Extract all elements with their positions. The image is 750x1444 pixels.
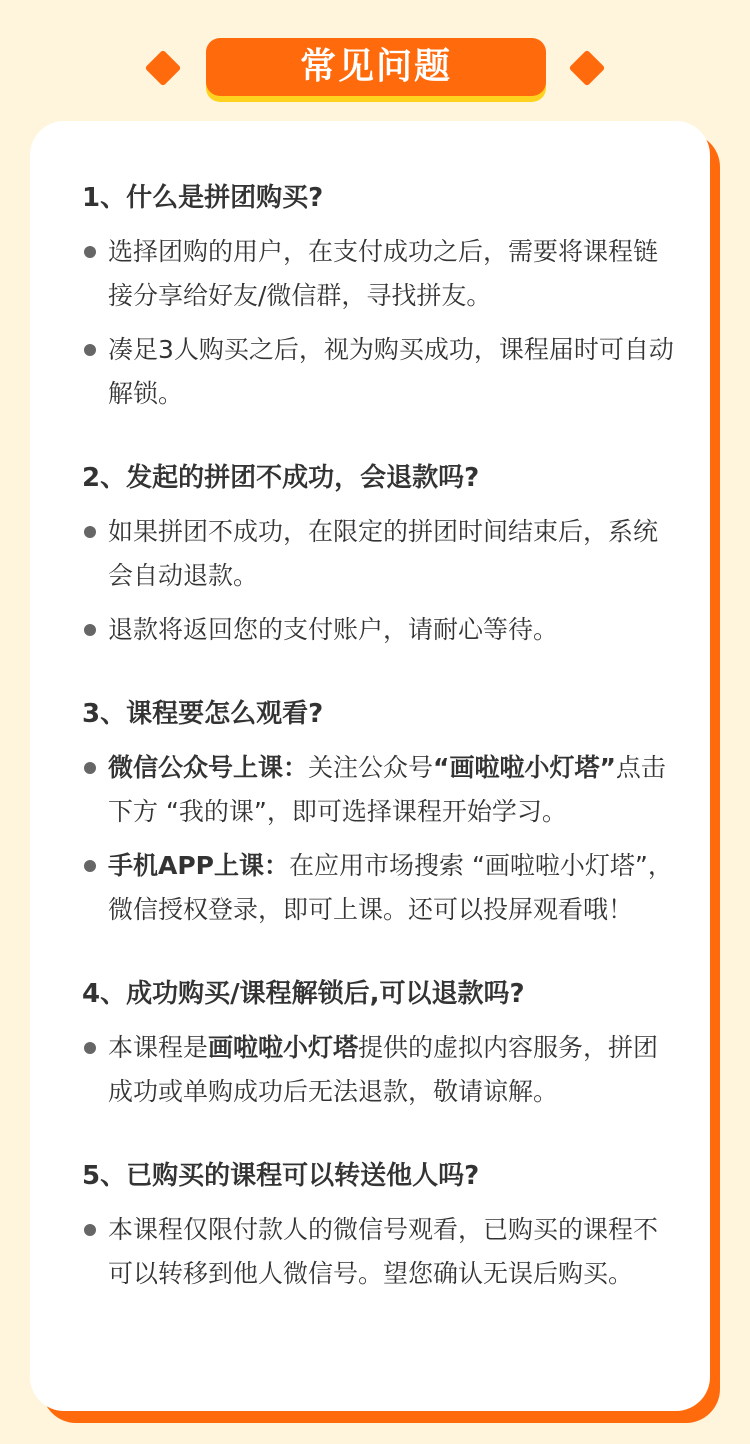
point-text: 关注公众号: [308, 753, 434, 782]
faq-question: 3、课程要怎么观看?: [82, 699, 324, 729]
section-title: [206, 38, 546, 102]
point-lead: 手机APP上课：: [108, 851, 289, 880]
faq-point: [82, 510, 682, 598]
point-lead: 微信公众号上课：: [108, 753, 309, 782]
faq-item-1: [82, 180, 682, 416]
faq-point: [82, 844, 682, 932]
faq-question: 5、已购买的课程可以转送他人吗?: [82, 1161, 480, 1191]
faq-point: [82, 1208, 682, 1296]
faq-question: 2、发起的拼团不成功，会退款吗?: [82, 463, 480, 493]
faq-item-2: [82, 460, 682, 652]
faq-item-5: [82, 1158, 682, 1296]
point-tail: 提供的虚拟内容服务，拼团成功或单购成功后无法退款，敬请谅解。: [108, 1033, 659, 1106]
point-emphasis: 画啦啦小灯塔: [208, 1033, 359, 1062]
faq-question: 4、成功购买/课程解锁后,可以退款吗?: [82, 979, 525, 1009]
point-text: 在应用市场搜索 “画啦啦小灯塔”，微信授权登录，即可上课。还可以投屏观看哦！: [108, 851, 673, 924]
left-diamond-decoration: [145, 50, 182, 87]
faq-item-3: [82, 696, 682, 932]
faq-point: [82, 1026, 682, 1114]
faq-point: [82, 746, 682, 834]
right-diamond-decoration: [569, 50, 606, 87]
point-text: 如果拼团不成功，在限定的拼团时间结束后，系统会自动退款。: [108, 517, 659, 590]
faq-point: [82, 230, 682, 318]
point-text: 退款将返回您的支付账户，请耐心等待。: [108, 615, 559, 644]
point-text: 本课程是: [108, 1033, 209, 1062]
point-text: 凑足3人购买之后，视为购买成功，课程届时可自动解锁。: [108, 335, 674, 408]
faq-point: [82, 608, 682, 652]
point-tail: 点击下方 “我的课”，即可选择课程开始学习。: [108, 753, 666, 826]
point-emphasis: “画啦啦小灯塔”: [433, 753, 616, 782]
faq-item-4: [82, 976, 682, 1114]
point-text: 本课程仅限付款人的微信号观看，已购买的课程不可以转移到他人微信号。望您确认无误后购买。: [108, 1215, 659, 1288]
faq-list: [82, 180, 682, 1340]
faq-question: 1、什么是拼团购买?: [82, 183, 324, 213]
page-title: 常见问题: [206, 38, 546, 96]
faq-point: [82, 328, 682, 416]
point-text: 选择团购的用户，在支付成功之后，需要将课程链接分享给好友/微信群，寻找拼友。: [108, 237, 659, 310]
